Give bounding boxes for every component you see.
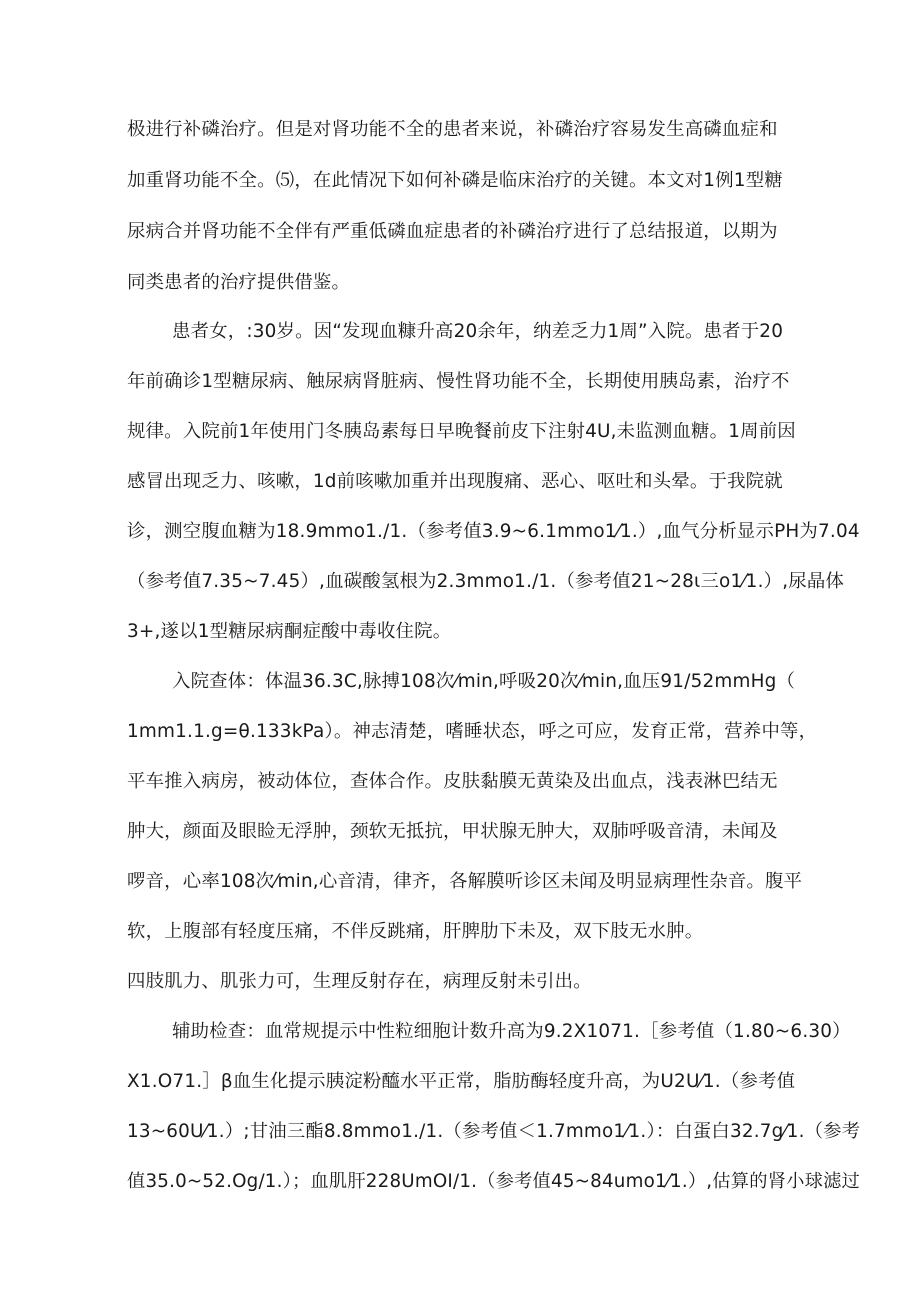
text-line-19: 辅助检查：血常规提示中性粒细胞计数升高为9.2X1071.［参考值（1.80~6.30）	[172, 1021, 851, 1042]
text-line-22: 值35.0~52.Og/1.）；血肌肝228UmOI/1.（参考值45~84umo1⁄1.）,估算的肾小球滤过	[127, 1171, 861, 1192]
text-line-17: 软，上腹部有轻度压痛，不伴反跳痛，肝脾肋下未及，双下肢无水肿。	[127, 921, 704, 942]
text-line-3: 尿病合并肾功能不全伴有严重低磷血症患者的补磷治疗进行了总结报道，以期为	[127, 221, 778, 242]
text-line-21: 13~60U⁄1.）;甘油三酯8.8mmo1./1.（参考值＜1.7mmo1⁄1.）：白蛋白32.7g⁄1.（参考	[127, 1121, 861, 1142]
text-line-1: 极进行补磷治疗。但是对肾功能不全的患者来说，补磷治疗容易发生高磷血症和	[127, 119, 778, 140]
text-line-11: 3+,遂以1型糖尿病酮症酸中毒收住院。	[127, 621, 452, 642]
text-line-2: 加重肾功能不全。⑸，在此情况下如何补磷是临床治疗的关键。本文对1例1型糖	[127, 170, 783, 191]
text-line-14: 平车推入病房，被动体位，查体合作。皮肤黏膜无黄染及出血点，浅表淋巴结无	[127, 771, 778, 792]
text-line-7: 规律。入院前1年使用门冬胰岛素每日早晚餐前皮下注射4U,未监测血糖。1周前因	[127, 421, 796, 442]
text-line-8: 感冒出现乏力、咳嗽，1d前咳嗽加重并出现腹痛、恶心、呕吐和头晕。于我院就	[127, 471, 783, 492]
text-line-6: 年前确诊1型糖尿病、触尿病肾脏病、慢性肾功能不全，长期使用胰岛素，治疗不	[127, 371, 790, 392]
text-line-16: 啰音，心率108次⁄min,心音清，律齐，各解膜听诊区未闻及明显病理性杂音。腹平	[127, 871, 803, 892]
text-line-10: （参考值7.35~7.45）,血碳酸氢根为2.3mmo1./1.（参考值21~28ι三o1⁄1.）,尿晶体	[127, 571, 845, 592]
text-line-15: 肿大，颜面及眼睑无浮肿，颈软无抵抗，甲状腺无肿大，双肺呼吸音清，未闻及	[127, 821, 778, 842]
text-line-13: 1mm1.1.g=θ.133kPa）。神志清楚，嗜睡状态，呼之可应，发育正常，营养中等，	[127, 721, 818, 742]
text-line-5: 患者女，:30岁。因“发现血糠升高20余年，纳差乏力1周”入院。患者于20	[172, 321, 784, 342]
text-line-18: 四肢肌力、肌张力可，生理反射存在，病理反射未引出。	[127, 971, 592, 992]
text-line-20: X1.O71.］β血生化提示胰淀粉醯水平正常，脂肪酶轻度升高，为U2U⁄1.（参考值	[127, 1071, 796, 1092]
text-line-4: 同类患者的治疗提供借鉴。	[127, 272, 351, 293]
text-line-12: 入院查体：体温36.3C,脉搏108次⁄min,呼吸20次⁄min,血压91/52mmHg（	[172, 671, 796, 692]
text-line-9: 诊，测空腹血糖为18.9mmo1./1.（参考值3.9~6.1mmo1⁄1.）,血气分析显示PH为7.04	[127, 521, 860, 542]
